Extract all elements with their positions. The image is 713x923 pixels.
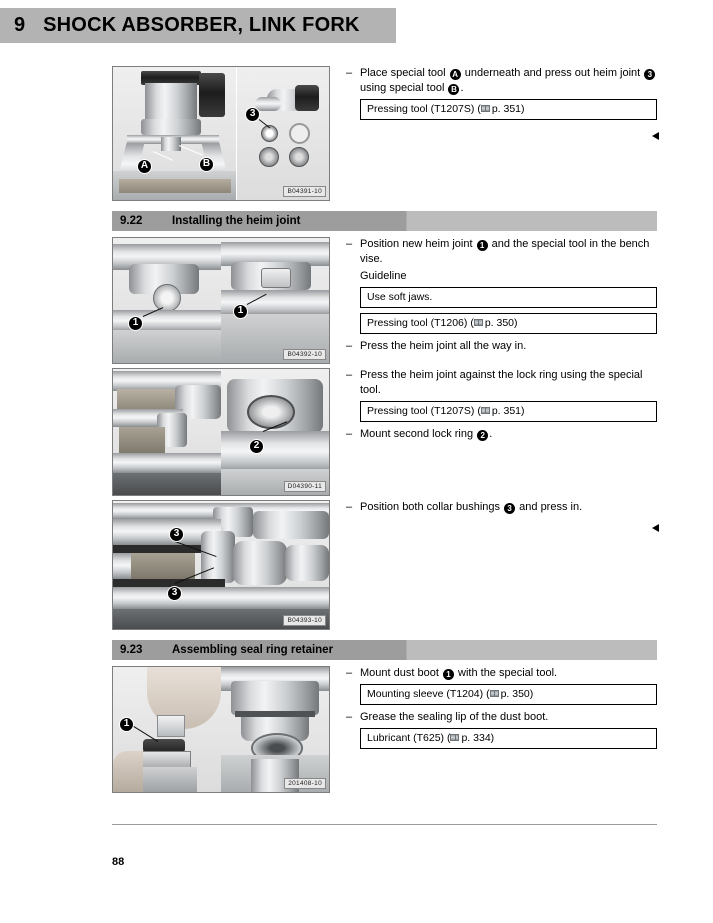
spec-box-mounting-sleeve: [360, 684, 657, 705]
section-title: Assembling seal ring retainer: [172, 644, 334, 656]
step-text-b: and press in.: [519, 501, 583, 513]
step-text-b: with the special tool.: [458, 667, 558, 679]
spec-ref: p. 351: [491, 405, 522, 417]
page-content: [112, 66, 657, 797]
step-text: Place special tool A underneath and press out heim joint 3 using special tool B .: [360, 66, 657, 96]
figure-201408: [112, 666, 330, 793]
figure-pane-left: [113, 67, 237, 200]
book-icon: [490, 690, 499, 697]
figure-callout-2: 2: [249, 439, 264, 454]
step: [346, 427, 657, 442]
spec-ref: p. 350: [500, 688, 530, 700]
spec-ref-wrap: ( p. 350): [470, 317, 518, 329]
spec-label: Lubricant (T625): [367, 732, 445, 744]
instructions-1: [330, 66, 657, 125]
spec-box-lubricant: [360, 728, 657, 749]
figure-b04391: [112, 66, 330, 201]
figure-caption: B04392-10: [283, 349, 326, 360]
step: [346, 237, 657, 267]
section-number: 9.23: [120, 644, 143, 656]
section-title: Installing the heim joint: [172, 215, 301, 227]
inline-callout-1: 1: [443, 669, 454, 680]
figure-callout-b: B: [199, 157, 214, 172]
book-icon: [474, 319, 483, 326]
chapter-title: SHOCK ABSORBER, LINK FORK: [43, 14, 360, 36]
step: [346, 500, 657, 515]
inline-callout-3: 3: [504, 503, 515, 514]
figure-caption: B04391-10: [283, 186, 326, 197]
figure-pane-left: [113, 667, 221, 792]
instruction-block-3: [112, 368, 657, 496]
figure-b04392: [112, 237, 330, 364]
inline-callout-3: 3: [644, 69, 655, 80]
figure-pane-left: [113, 238, 221, 363]
left-triangle-marker-icon: [652, 524, 659, 532]
step-dash: –: [346, 428, 353, 440]
step-dash: –: [346, 501, 353, 513]
figure-caption: 201408-10: [284, 778, 326, 789]
spec-ref-wrap: ( p. 351): [477, 405, 525, 417]
section-header-923: [112, 640, 657, 660]
figure-pane-right: [221, 238, 329, 363]
instruction-block-5: [112, 666, 657, 793]
chapter-number: 9: [14, 14, 26, 36]
figure-pane-right: [221, 667, 329, 792]
spec-box-pressing-tool: [360, 99, 657, 120]
figure-pane-full: [113, 501, 329, 629]
book-icon: [481, 407, 490, 414]
instructions-3: [330, 368, 657, 444]
chapter-header: [0, 8, 396, 43]
step-text: [360, 500, 657, 515]
spec-ref: p. 350: [484, 317, 515, 329]
inline-callout-b: B: [448, 84, 459, 95]
left-triangle-marker-icon: [652, 132, 659, 140]
figure-pane-left: [113, 369, 221, 495]
figure-pane-right: [237, 67, 329, 200]
spec-box-pressing-tool: [360, 401, 657, 422]
instructions-4: [330, 500, 657, 517]
inline-callout-2: 2: [477, 430, 488, 441]
step-text: Press the heim joint against the lock ring using the special tool.: [360, 369, 643, 396]
figure-b04393: [112, 500, 330, 630]
step: [346, 339, 657, 354]
section-header-922: [112, 211, 657, 231]
step-text-a: Position both collar bushings: [360, 501, 501, 513]
step-text-a: Mount dust boot: [360, 667, 439, 679]
figure-callout-a: A: [137, 159, 152, 174]
figure-d04390: [112, 368, 330, 496]
book-icon: [450, 734, 459, 741]
step-dash: –: [346, 238, 353, 250]
figure-callout-1-left: 1: [128, 316, 143, 331]
instruction-block-4: [112, 500, 657, 630]
step: [346, 666, 657, 681]
spec-label: Pressing tool (T1207S): [367, 103, 475, 115]
step: [346, 66, 657, 96]
step: [346, 368, 657, 398]
step-text-a: Position new heim joint: [360, 238, 473, 250]
inline-callout-1: 1: [477, 240, 488, 251]
step-text-a: Mount second lock ring: [360, 428, 474, 440]
figure-caption: D04390-11: [284, 481, 326, 492]
spec-ref-wrap: ( p. 334): [446, 732, 495, 744]
step-text-b: and the special tool in the bench vise.: [360, 238, 650, 265]
figure-callout-3-top: 3: [169, 527, 184, 542]
step-dash: –: [346, 369, 353, 381]
instructions-5: [330, 666, 657, 754]
spec-label: Pressing tool (T1206): [367, 317, 468, 329]
step: [346, 710, 657, 725]
spec-box-guideline: Use soft jaws.: [360, 287, 657, 308]
figure-callout-3: 3: [245, 107, 260, 122]
figure-pane-right: [221, 369, 329, 495]
step-text: [360, 427, 657, 442]
spec-ref: p. 351: [491, 103, 522, 115]
figure-callout-1-right: 1: [233, 304, 248, 319]
instruction-block-2: [112, 237, 657, 364]
step-text: [360, 237, 657, 267]
page-number: 88: [112, 856, 125, 868]
instructions-2: [330, 237, 657, 356]
figure-callout-1: 1: [119, 717, 134, 732]
spec-ref-wrap: ( p. 350): [486, 688, 534, 700]
guideline-label: Guideline: [360, 270, 407, 282]
step-text: Grease the sealing lip of the dust boot.: [360, 711, 549, 723]
step-dash: –: [346, 711, 353, 723]
step-text: Press the heim joint all the way in.: [360, 340, 527, 352]
spec-ref: p. 334: [461, 732, 491, 744]
instruction-block-1: [112, 66, 657, 201]
spec-box-pressing-tool: [360, 313, 657, 334]
step-dash: –: [346, 340, 353, 352]
step-text: [360, 666, 657, 681]
book-icon: [481, 105, 490, 112]
spec-label: Mounting sleeve (T1204): [367, 688, 484, 700]
footer-divider: [112, 824, 657, 825]
figure-caption: B04393-10: [283, 615, 326, 626]
step-dash: –: [346, 667, 353, 679]
inline-callout-a: A: [450, 69, 461, 80]
spec-ref-wrap: ( p. 351): [477, 103, 525, 115]
section-number: 9.22: [120, 215, 143, 227]
figure-callout-3-bottom: 3: [167, 586, 182, 601]
spec-label: Pressing tool (T1207S): [367, 405, 475, 417]
step-text-b: .: [489, 428, 493, 440]
step-dash: –: [346, 67, 353, 79]
